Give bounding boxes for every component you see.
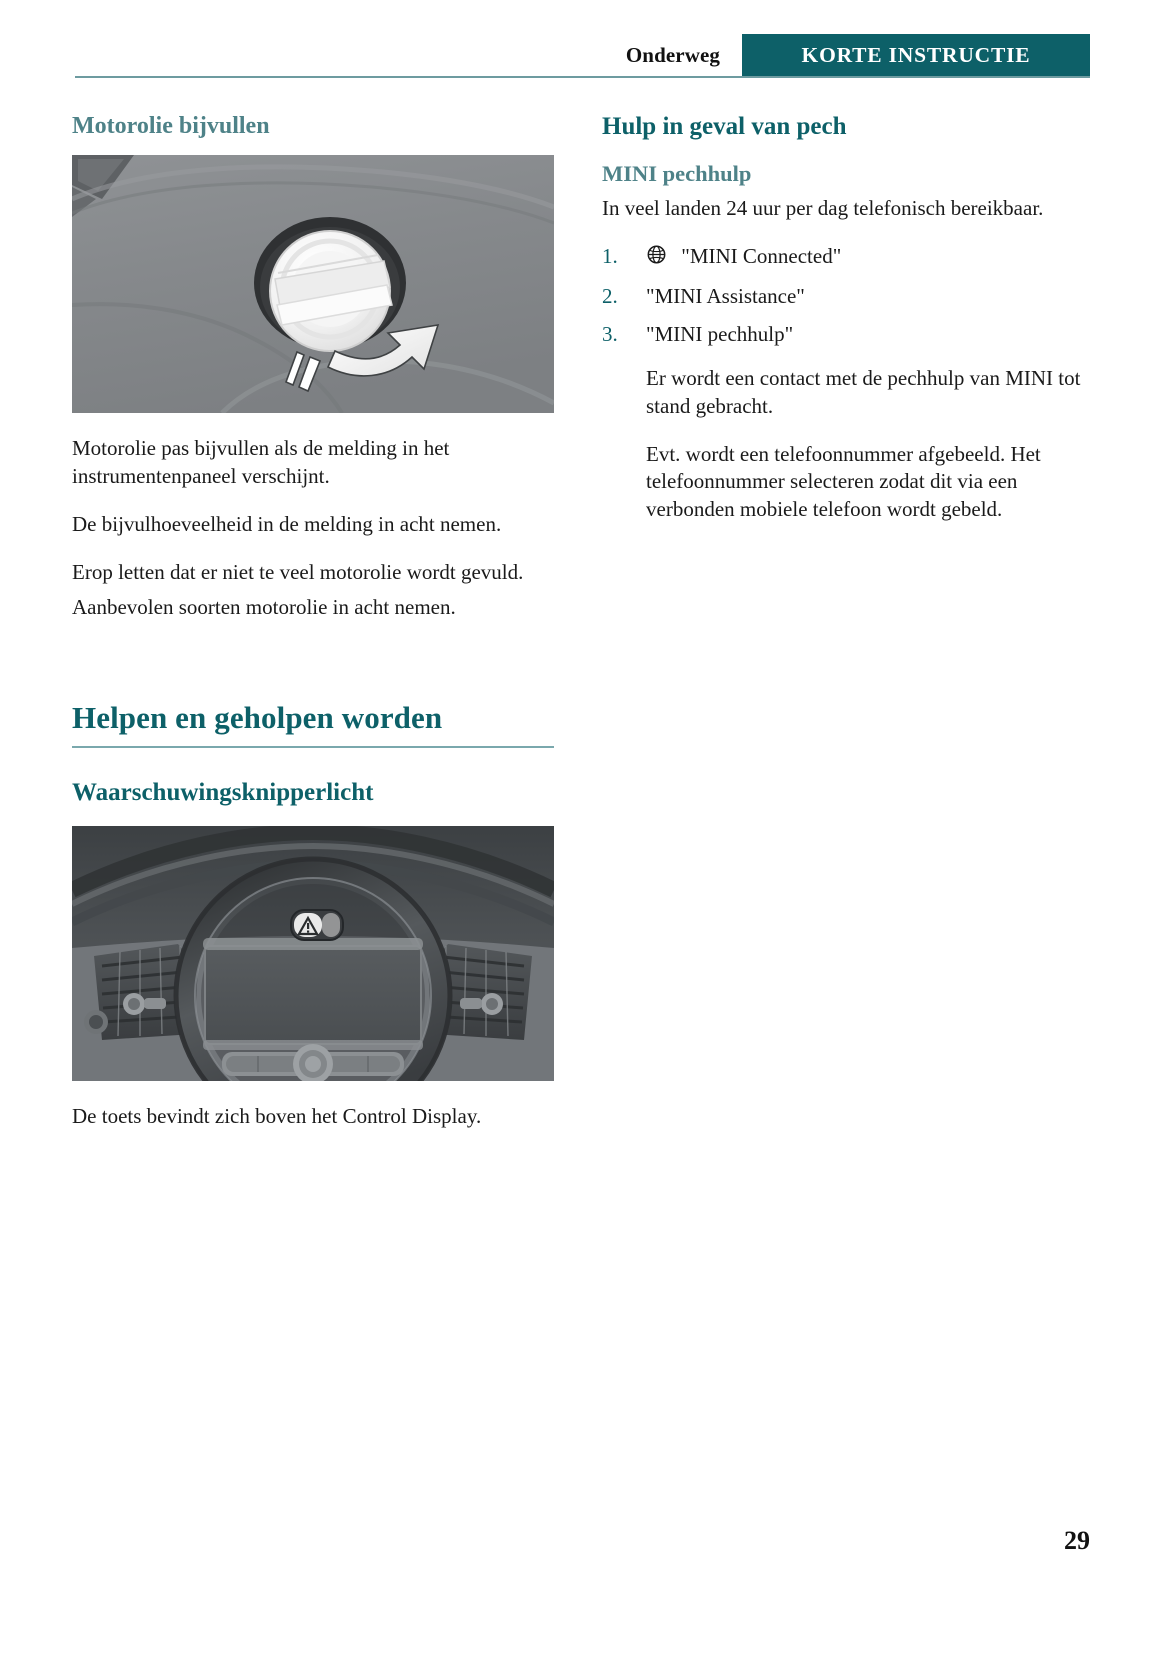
right-column [602,112,1084,1131]
header-section-band: KORTE INSTRUCTIE [742,34,1090,76]
heading-waarschuwingsknipperlicht: Waarschuwingsknipperlicht [72,778,374,806]
step-item-1 [602,243,1084,273]
step-item-2 [602,283,1084,311]
pechhulp-steps-list [602,243,1084,349]
note-phone-number: Evt. wordt een telefoonnummer afgebeeld. Het telefoonnummer selecteren zodat dit via een verbonden mobiele telefoon wordt gebeld. [646,441,1041,522]
step-number: 3. [602,321,618,346]
figure-oil-filler-cap [72,155,554,413]
page-columns [72,112,1093,1131]
paragraph-pechhulp-intro: In veel landen 24 uur per dag telefonisch bereikbaar. [602,196,1044,220]
paragraph-oil-types: Aanbevolen soorten motorolie in acht nemen. [72,595,456,620]
paragraph-oil-when: Motorolie pas bijvullen als de melding in het instrumentenpaneel verschijnt. [72,435,450,488]
header-chapter-title: Onderweg [625,42,720,67]
step-label: "MINI Connected" [681,243,842,268]
figure-dashboard-hazard-button [72,826,554,1081]
caption-hazard-button-location: De toets bevindt zich boven het Control Display. [72,1103,482,1128]
globe-icon [646,244,667,273]
dashboard-illustration [72,826,554,1081]
header-divider [75,76,1090,78]
note-contact-established: Er wordt een contact met de pechhulp van MINI tot stand gebracht. [646,365,1081,418]
section-title-helpen-en-geholpen-worden: Helpen en geholpen worden [72,700,443,736]
step-label: "MINI pechhulp" [646,321,794,346]
left-column [72,112,554,1131]
heading-hulp-in-geval-van-pech: Hulp in geval van pech [602,113,847,140]
oil-filler-cap-illustration [72,155,554,413]
paragraph-oil-amount: De bijvulhoeveelheid in de melding in acht nemen. [72,511,502,536]
hazard-warning-button[interactable] [291,910,343,940]
page-header [75,34,1090,76]
step-number: 2. [602,283,618,308]
heading-motorolie-bijvullen: Motorolie bijvullen [72,113,270,139]
page-number: 29 [1064,1526,1090,1555]
step-item-3 [602,321,1084,349]
step-number: 1. [602,243,618,268]
heading-mini-pechhulp: MINI pechhulp [602,161,752,186]
paragraph-oil-overfill: Erop letten dat er niet te veel motorolie wordt gevuld. [72,559,524,584]
step-label: "MINI Assistance" [646,283,805,308]
section-title-divider [72,746,554,748]
